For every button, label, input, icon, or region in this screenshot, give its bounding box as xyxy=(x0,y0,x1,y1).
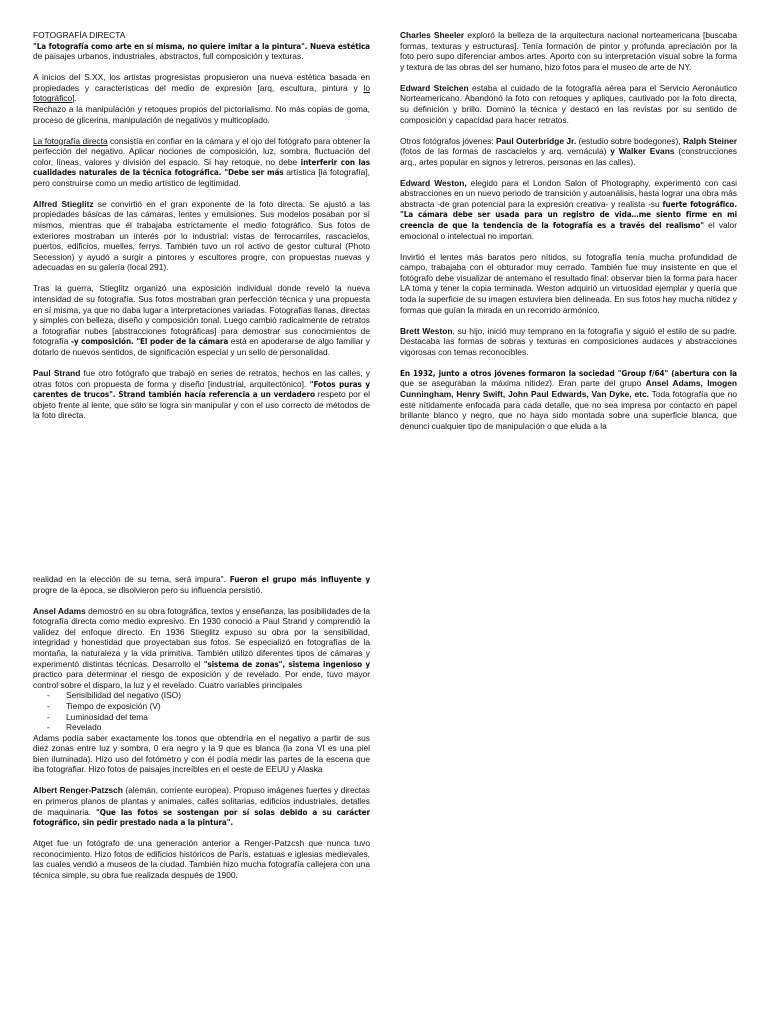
stieglitz-text: se convirtió en el gran exponente de la foto directa. Se ajustó a las propiedades básicas de las cámaras, lentes y emulsiones. Sus modelos posaban por sí mismos, mientras que él trabajaba estrictamente el medio fotográfico. Sus fotos de exteriores mostraban un interés por lo industrial: vistas de ferrocarriles, rascacielos, puertos, edificios, muelles, ferrys. También tuvo un rol activo de gestor cultural (Photo Secession) y ayudó a surgir a pintores y escultores progre, con propuestas nuevas y adecuadas en su galería (local 291). xyxy=(33,198,370,273)
brett-weston-name: Brett Weston xyxy=(400,325,453,336)
young-text-3: (fotos de las formas de rascacielos y arq. vernácula) xyxy=(400,146,611,157)
direct-photo-text: consistía en confiar en la cámara y el ojo del fotógrafo para obtener la perfección del negativo. Aplicar nociones de composición, luz, sombra, fluctuación del color, líneas, valores y división del espacio. Si hay retoque, no debe xyxy=(33,135,370,167)
stieglitz-paragraph xyxy=(33,199,370,273)
zone-system-quote: "sistema de zonas", sistema ingenioso y xyxy=(203,658,370,669)
postwar-quote: -y composición. "El poder de la cámara xyxy=(70,336,229,347)
history-paragraph xyxy=(33,72,370,125)
weston-technique-text: Invirtió el lentes más baratos pero nítidos, su fotografía tenía mucha profundidad de campo, trabajaba con el obturador muy cerrado. También fue muy insistente en que el fotógrafo debe visualizar de antemano el resultado final: observar bien la forma para hacer LA toma y tener la copia terminada. Weston adquirió un virtuosidad ejemplar y quería que toda la superficie de su imagen estuviera bien delineada. En sus fotos hay mucha nitidez y formas que guían la mirada en un recorrido armónico. xyxy=(400,251,737,315)
weston-technique-paragraph xyxy=(400,252,737,316)
adams-text: demostró en su obra fotográfica, textos y enseñanza, las posibilidades de la fotografía directa como medio expresivo. En 1930 conoció a Paul Strand y comprendió la validez del enfoque directo. En 1936 Stieglitz expuso su obra por la sensibilidad, integridad y honestidad que proyectaban sus fotos. Se especializó en fotografías de la montaña, la naturaleza y la vida primitiva. También utilizó diferentes tipos de cámaras y experimentó distintas técnicas. Desarrollo el xyxy=(33,605,371,669)
brett-weston-text: , su hijo, inició muy temprano en la fotografía y siguió el estilo de su padre. Destacaba las formas de sobras y texturas en composiciones audaces y abstracciones vigorosas con temas reconocibles. xyxy=(400,325,737,357)
steiner-name: Ralph Steiner xyxy=(682,135,737,146)
list-item: - Sensibilidad del negativo (ISO) xyxy=(47,690,370,701)
weston-paragraph xyxy=(400,178,737,242)
atget-paragraph xyxy=(33,838,370,880)
sheeler-text: exploró la belleza de la arquitectura nacional norteamericana [buscaba formas, texturas y estructuras]. Tenía formación de pintor y profunda apreciación por la foto pero supo diferenciar ambos artes. Aporto con su interpretación visual sobre la forma y textura de las obras del ser humano, hizo fotos para el museo de arte de NY. xyxy=(400,30,738,72)
adams-zones-paragraph xyxy=(33,733,370,775)
variables-list xyxy=(33,690,370,732)
stieglitz-name: Alfred Stieglitz xyxy=(33,198,94,209)
young-text: Otros fotógrafos jóvenes: xyxy=(400,135,497,146)
sheeler-paragraph xyxy=(400,30,737,72)
steichen-name: Edward Steichen xyxy=(400,82,469,93)
postwar-text-end: está en apoderarse de algo familiar y dotarlo de nuevos sentidos, de significación especial y un sello de personalidad. xyxy=(33,336,370,357)
renger-patzsch-quote: "Que las fotos se sostengan por sí solas debido a su carácter fotográfico, sin pedir prestado nada a la pintura". xyxy=(33,806,370,828)
strand-paragraph xyxy=(33,368,370,421)
renger-patzsch-paragraph xyxy=(33,785,370,827)
document-title xyxy=(33,30,370,41)
group-continued-text: realidad en la elección de su tema, será impura". xyxy=(33,574,230,584)
renger-patzsch-text: (alemán, corriente europea). Propuso imágenes fuertes y directas en primeros planos de plantas y animales, calles solitarias, edificios industriales, detalles de maquinaria. xyxy=(33,785,370,817)
atget-text: Atget fue un fotógrafo de una generación anterior a Renger-Patzcsh que nunca tuvo reconocimiento. Hizo fotos de edificios históricos de París, estatuas e iglesias medievales, las cuales vendió a museos de la ciudad. También hizo mucha fotografía callejera con una técnica simple, su obra fue realizada después de 1900. xyxy=(33,838,370,881)
top-left-column xyxy=(33,30,370,431)
lo-fotografico-underlined: lo fotográfico xyxy=(33,82,370,104)
adams-zones-text: Adams podía saber exactamente los tonos que obtendría en el negativo a partir de sus diez zonas entre luz y sombra, 0 era negro y la 9 que es blanca (la zona VI es una piel bien iluminada). Hizo uso del fotómetro y con él podía medir las partes de la escena que iba fotografiar. Hizo fotos de paisajes increíbles en el oeste de EEUU y Alaska xyxy=(33,732,370,775)
title-text: FOTOGRAFÍA DIRECTA xyxy=(33,30,126,40)
group-f64-paragraph xyxy=(400,368,737,432)
rejection-text: Rechazo a la manipulación y retoques propios del pictorialismo. No más copias de goma, proceso de glicerina, manipulación de negativos y multicopiado. xyxy=(33,103,370,125)
strand-text-end: respeto por el objeto frente al lente, que sólo se logra sin manipular y con el uso correcto de métodos de la foto directa. xyxy=(33,389,370,421)
brett-weston-paragraph xyxy=(400,326,737,358)
sheeler-name: Charles Sheeler xyxy=(400,30,465,40)
history-text-end: ]. xyxy=(72,93,77,104)
steichen-text: estaba al cuidado de la fotografía aérea para el Servicio Aeronáutico Norteamericano. Abandonó la foto con retoques y apliques, cautivado por la foto directa, su definición y brillo. Dominó la técnica y destacó en las revistas por su sentido de composición y capacidad para hacer retratos. xyxy=(400,82,738,125)
list-item: - Luminosidad del tema xyxy=(47,712,370,723)
group-continued-text-end: progre de la época, se disolvieron pero su influencia persistió. xyxy=(33,584,263,595)
weston-name: Edward Weston, xyxy=(400,177,467,188)
list-item: - Tiempo de exposición (V) xyxy=(47,701,370,712)
intro-quote: "La fotografía como arte en sí misma, no quiere imitar a la pintura". Nueva estética xyxy=(33,40,370,51)
direct-photo-text-end: artística [la fotografía], pero construirse como un medio artístico de legitimidad. xyxy=(33,167,370,188)
intro-text: de paisajes urbanos, industriales, abstractos, full composición y texturas. xyxy=(33,51,304,62)
direct-photo-paragraph xyxy=(33,136,370,189)
adams-text-end: practico para determinar el riesgo de exposición y de revelado. Por ende, tuvo mayor control sobre el disparo, la luz y el revelado. Cuatro variables principales xyxy=(33,669,370,690)
young-text-4: (construcciones arq., artes popular en signos y letreros, personas en las calles). xyxy=(400,146,737,167)
postwar-text: Tras la guerra, Stieglitz organizó una exposición individual donde reveló la nueva intensidad de su fotografía. Sus fotos mostraban gran perfección técnica y una propuesta en sí misma, ya que no daba lugar a interpretaciones variadas. Fotografías llanas, directas y simples con belleza, diseño y composición tonal. Luego cambió radicalmente de retratos a fotografiar nubes [abstracciones fotográficas] para demostrar sus conocimientos de fotografía xyxy=(33,283,370,347)
renger-patzsch-name: Albert Renger-Patzsch xyxy=(33,785,123,796)
steichen-paragraph xyxy=(400,83,737,125)
direct-photo-underlined: La fotografía directa xyxy=(33,135,108,146)
adams-name: Ansel Adams xyxy=(33,605,86,616)
evans-name: y Walker Evans xyxy=(610,146,675,157)
weston-quote: fuerte fotográfico. "La cámara debe ser usada para un registro de vida…me siento firme en mi creencia de que la tendencia de la fotografía es a través del realismo" xyxy=(400,198,737,231)
strand-quote: "Fotos puras y carentes de trucos". Strand también hacía referencia a un verdadero xyxy=(33,378,370,400)
group-f64-members: Ansel Adams, Imogen Cunningham, Henry Swift, John Paul Edwards, Van Dyke, etc. xyxy=(400,378,737,399)
adams-paragraph xyxy=(33,606,370,691)
direct-photo-quote: interferir con las cualidades naturales de la técnica fotográfica. "Debe ser más xyxy=(33,156,370,178)
group-continued-quote: Fueron el grupo más influyente y xyxy=(229,574,370,584)
group-f64-quote: En 1932, junto a otros jóvenes formaron la sociedad "Group f/64" (abertura con la xyxy=(400,367,737,378)
intro-paragraph xyxy=(33,41,370,62)
young-photographers-paragraph xyxy=(400,136,737,168)
group-continued-paragraph xyxy=(33,574,370,595)
bottom-left-column xyxy=(33,574,370,891)
history-text: A inicios del S.XX, los artistas progresistas propusieron una nueva estética basada en propiedades y características del medio de expresión [arq, escultura, pintura y xyxy=(33,72,370,93)
strand-name: Paul Strand xyxy=(33,367,81,378)
group-f64-text: que se aseguraban la máxima nitidez). Eran parte del grupo xyxy=(400,378,646,389)
group-f64-text-end: Toda fotografía que no esté nítidamente enfocada para cada detalle, que no sea impresa por contacto en papel brillante blanco y negro, que no haya sido montada sobre una superficie blanca, que denunci cualquier tipo de manipulación o que eluda a la xyxy=(400,388,737,431)
stieglitz-postwar-paragraph xyxy=(33,283,370,357)
top-right-column xyxy=(400,30,737,442)
outerbridge-name: Paul Outerbridge Jr. xyxy=(496,135,577,146)
young-text-2: (estudio sobre bodegones), xyxy=(576,135,683,146)
weston-text: elegido para el London Salon of Photography, experimentó con casi abstracciones en un nuevo periodo de transición y autoanálisis, hasta lograr una obra más abstracta -de gran potencial para la expresión creativa- y realista -su xyxy=(400,177,737,209)
list-item: - Revelado xyxy=(47,722,370,733)
weston-text-end: el valor emocional o intelectual no importan. xyxy=(400,220,737,241)
strand-text: fue otro fotógrafo que trabajó en series de retratos, hechos en las calles, y otras fotos con propuesta de forma y diseño [industrial, arquitectónico]. xyxy=(33,367,370,389)
